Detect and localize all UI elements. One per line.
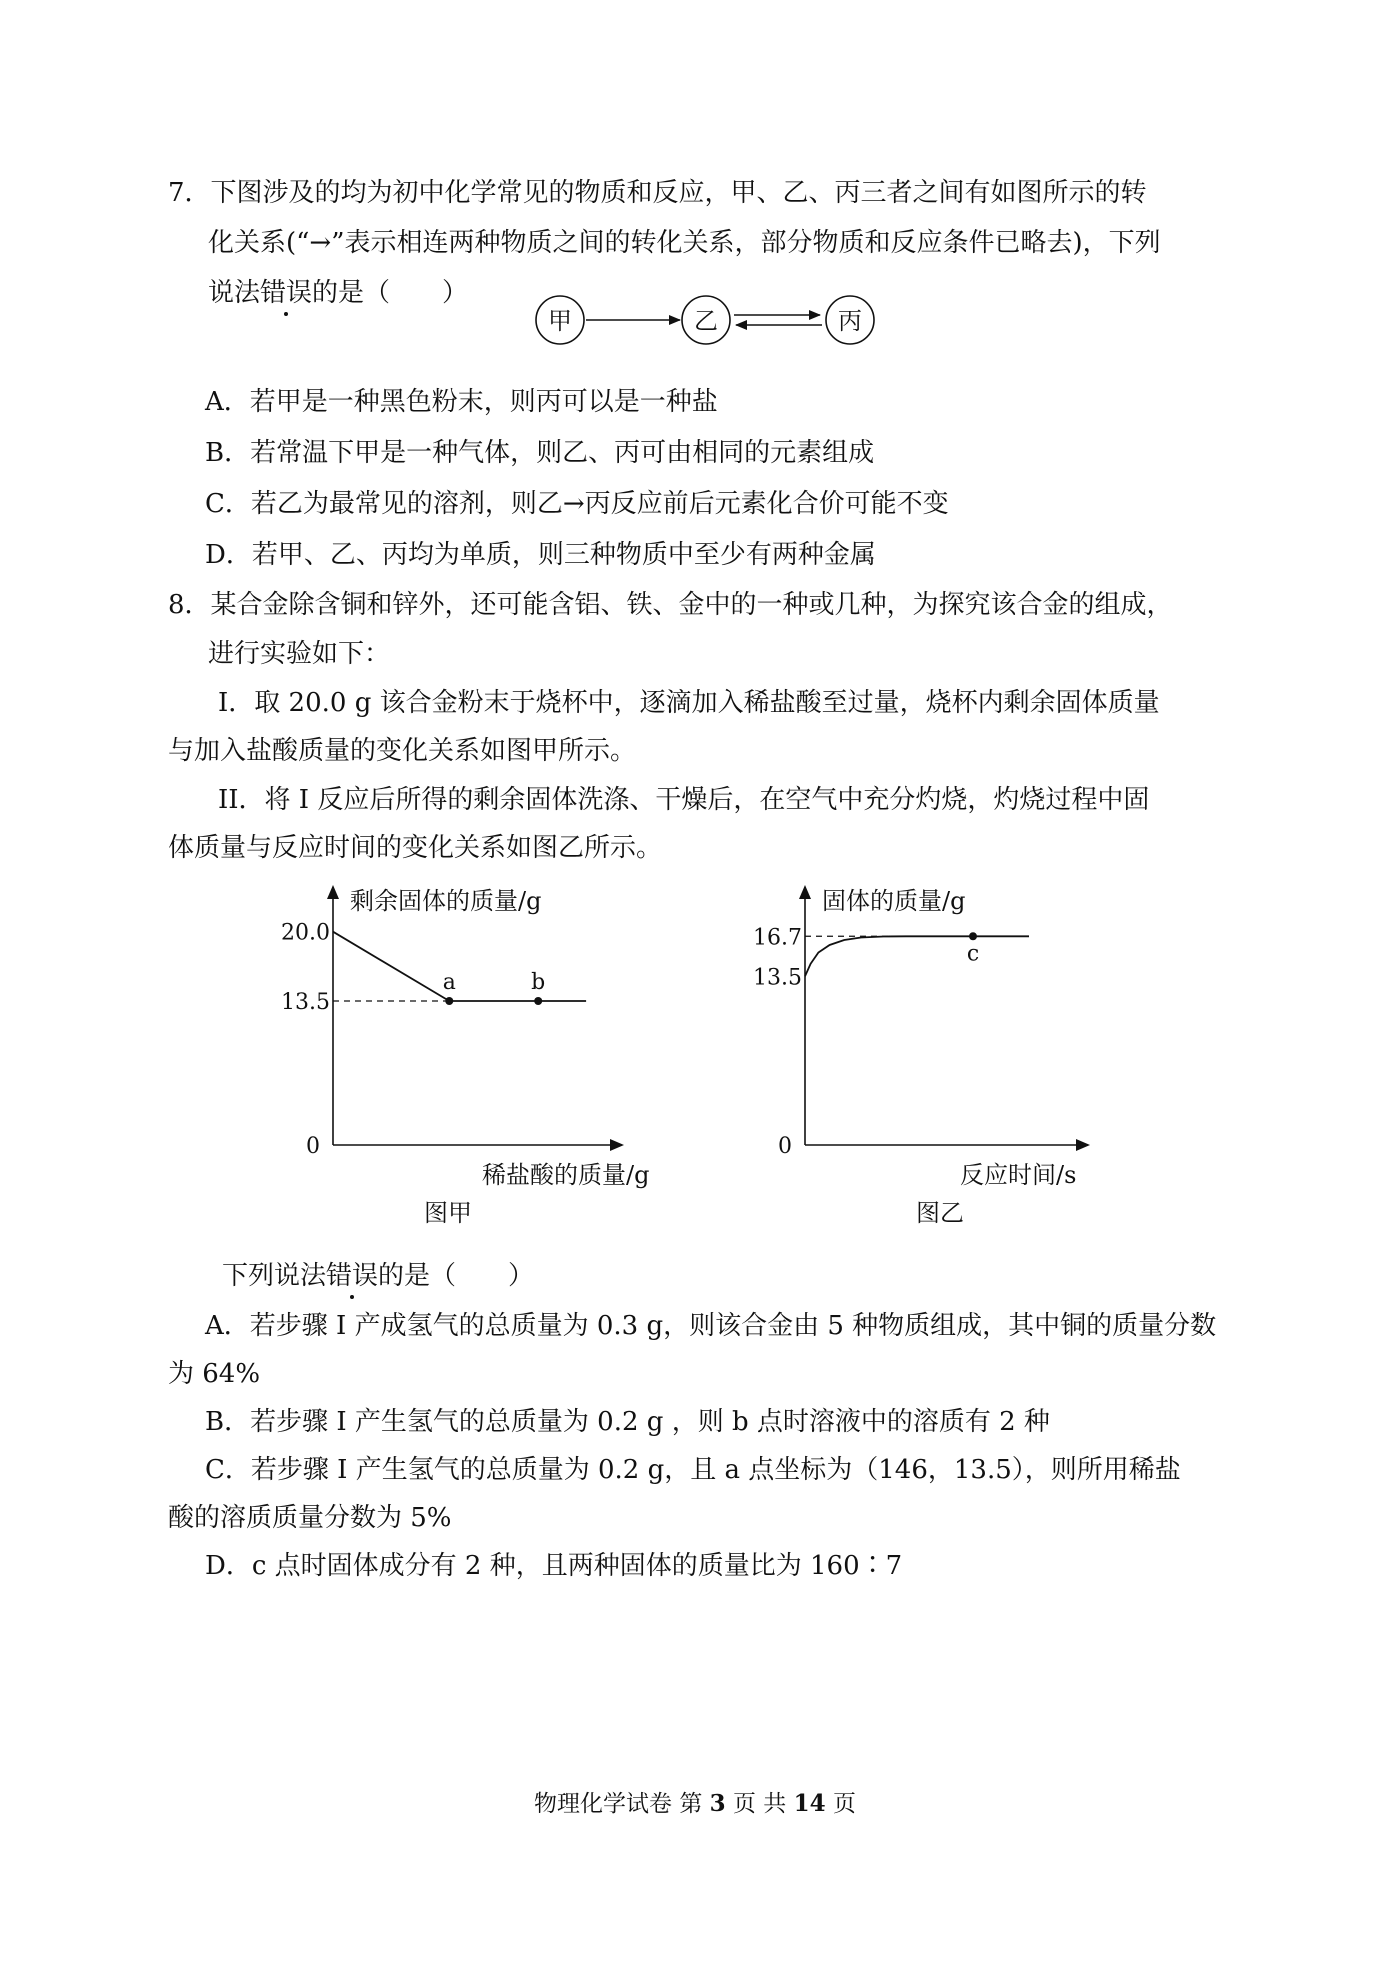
q8-step1-a: I．取 20.0 g 该合金粉末于烧杯中，逐滴加入稀盐酸至过量，烧杯内剩余固体质量	[218, 688, 1160, 718]
node-yi	[682, 296, 730, 344]
q8-stem-emphasis: 错误	[326, 1261, 379, 1291]
footer-text-c: 页	[825, 1791, 856, 1817]
q7-stem-pre: 说法	[208, 278, 261, 308]
y-tick-label: 16.7	[753, 925, 802, 951]
chart-title: 图乙	[916, 1199, 964, 1227]
q7-option-a: A．若甲是一种黑色粉末，则丙可以是一种盐	[205, 387, 718, 417]
y-axis-label: 剩余固体的质量/g	[350, 887, 542, 915]
chart-jia	[270, 875, 690, 1230]
node-yi-label: 乙	[694, 307, 718, 335]
q8-option-c: C．若步骤 I 产生氢气的总质量为 0.2 g，且 a 点坐标为（146，13.5），则所用稀盐	[205, 1455, 1181, 1485]
footer-text-b: 页 共	[725, 1791, 794, 1817]
point-c	[969, 932, 977, 940]
footer-page-number: 3	[709, 1790, 726, 1817]
q8-option-a: A．若步骤 I 产成氢气的总质量为 0.3 g，则该合金由 5 种物质组成，其中铜的质量分数	[205, 1311, 1217, 1341]
y-tick-label: 13.5	[753, 965, 802, 991]
q7-option-d: D．若甲、乙、丙均为单质，则三种物质中至少有两种金属	[205, 540, 876, 570]
data-series-line	[805, 936, 1029, 976]
q8-stem-pre: 下列说法	[222, 1261, 327, 1291]
y-axis-label: 固体的质量/g	[822, 887, 966, 915]
q8-step2-a: II．将 I 反应后所得的剩余固体洗涤、干燥后，在空气中充分灼烧，灼烧过程中固	[218, 785, 1150, 815]
page-footer	[0, 1785, 1390, 1818]
q8-line2: 进行实验如下：	[208, 639, 391, 669]
node-bing	[826, 296, 874, 344]
q8-option-a-cont: 为 64%	[168, 1359, 261, 1389]
node-jia-label: 甲	[548, 307, 572, 335]
q8-option-b: B．若步骤 I 产生氢气的总质量为 0.2 g ，则 b 点时溶液中的溶质有 2 种	[205, 1407, 1050, 1437]
origin-label: 0	[306, 1134, 320, 1159]
footer-text-a: 物理化学试卷 第	[534, 1791, 710, 1817]
q8-option-d: D．c 点时固体成分有 2 种，且两种固体的质量比为 160∶7	[205, 1551, 903, 1581]
point-b	[534, 997, 542, 1005]
q8-line1: 8．某合金除含铜和锌外，还可能含铝、铁、金中的一种或几种，为探究该合金的组成，	[168, 590, 1173, 620]
q7-stem	[208, 280, 468, 306]
x-axis-label: 稀盐酸的质量/g	[482, 1161, 650, 1189]
q8-stem	[222, 1263, 534, 1289]
q8-stem-post: 的是（ ）	[378, 1261, 535, 1291]
point-a	[445, 997, 453, 1005]
chart-yi	[740, 875, 1160, 1230]
footer-total-pages: 14	[793, 1790, 826, 1817]
q8-step2-b: 体质量与反应时间的变化关系如图乙所示。	[168, 833, 663, 863]
q7-stem-emphasis: 错误	[260, 278, 313, 308]
node-bing-label: 丙	[838, 307, 862, 335]
chart-title: 图甲	[424, 1199, 472, 1227]
origin-label: 0	[778, 1134, 792, 1159]
point-label-c: c	[966, 941, 980, 967]
q7-option-c: C．若乙为最常见的溶剂，则乙→丙反应前后元素化合价可能不变	[205, 489, 949, 519]
y-tick-label: 13.5	[281, 990, 330, 1015]
q7-stem-post: 的是（ ）	[312, 278, 469, 308]
point-label-b: b	[531, 970, 546, 995]
y-tick-label: 20.0	[281, 920, 330, 946]
node-jia	[536, 296, 584, 344]
q7-conversion-diagram	[530, 290, 890, 350]
q7-line1: 7．下图涉及的均为初中化学常见的物质和反应，甲、乙、丙三者之间有如图所示的转	[168, 178, 1147, 208]
q8-option-c-cont: 酸的溶质质量分数为 5%	[168, 1503, 452, 1533]
data-series-line	[333, 932, 586, 1001]
q7-option-b: B．若常温下甲是一种气体，则乙、丙可由相同的元素组成	[205, 438, 875, 468]
q8-step1-b: 与加入盐酸质量的变化关系如图甲所示。	[168, 736, 637, 766]
point-label-a: a	[442, 970, 456, 995]
q7-line2: 化关系(“→”表示相连两种物质之间的转化关系，部分物质和反应条件已略去)，下列	[208, 228, 1161, 258]
x-axis-label: 反应时间/s	[960, 1161, 1077, 1189]
